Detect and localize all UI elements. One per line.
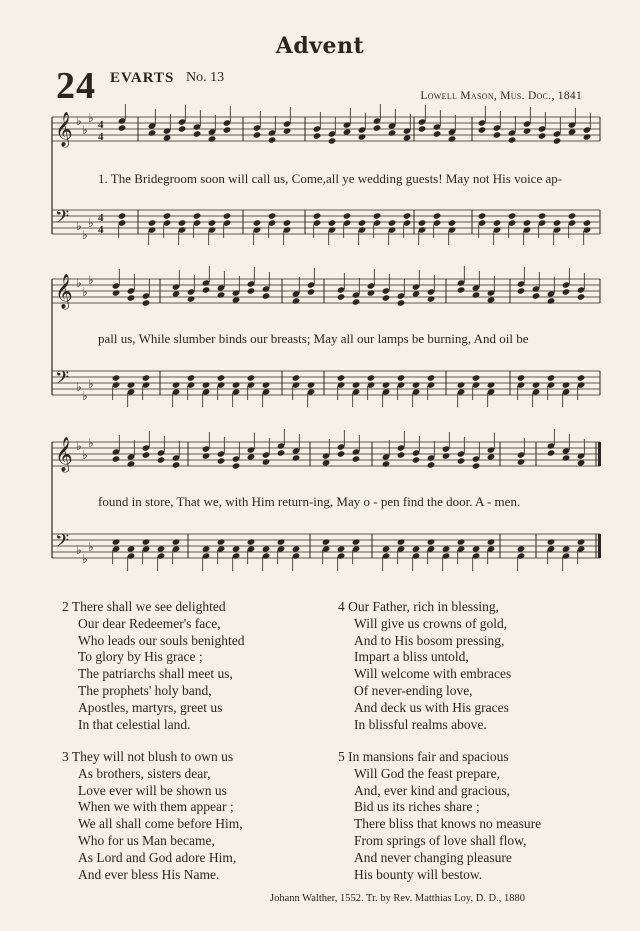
note-head: [187, 374, 196, 381]
stanza-line: As Lord and God adore Him,: [78, 849, 237, 865]
note-head: [217, 538, 226, 545]
note-head: [247, 287, 256, 294]
note-head: [208, 219, 217, 226]
note-head: [283, 219, 292, 226]
stanza-line: Who for us Man became,: [78, 832, 215, 848]
note-head: [217, 457, 226, 464]
note-head: [583, 133, 592, 140]
note-head: [157, 456, 166, 463]
time-signature: 4: [98, 119, 104, 131]
stanza-line: There bliss that knows no measure: [354, 816, 542, 832]
note-head: [517, 287, 526, 294]
key-flat: ♭: [76, 114, 82, 128]
note-head: [202, 286, 211, 293]
note-head: [187, 295, 196, 302]
stanza-line: Our dear Redeemer's face,: [78, 615, 221, 631]
note-head: [253, 219, 262, 226]
note-head: [202, 381, 211, 388]
note-head: [427, 295, 436, 302]
note-head: [457, 381, 466, 388]
key-flat: ♭: [88, 436, 94, 450]
note-head: [337, 374, 346, 381]
note-head: [517, 458, 526, 465]
note-head: [142, 374, 151, 381]
stanza-line: Will give us crowns of gold,: [354, 615, 508, 631]
note-head: [412, 545, 421, 552]
note-head: [427, 538, 436, 545]
stanza-line: The prophets' holy band,: [78, 682, 212, 698]
stanza-line: And to His bosom pressing,: [354, 632, 505, 648]
note-head: [418, 219, 427, 226]
note-head: [307, 288, 316, 295]
note-head: [508, 212, 517, 219]
note-head: [547, 374, 556, 381]
key-flat: ♭: [76, 543, 82, 557]
note-head: [127, 545, 136, 552]
note-head: [232, 381, 241, 388]
note-head: [262, 292, 271, 299]
stanza-number: 5: [338, 749, 345, 764]
key-flat: ♭: [88, 377, 94, 391]
note-head: [538, 212, 547, 219]
stanza-line: Bid us its riches share ;: [354, 799, 480, 815]
note-head: [523, 219, 532, 226]
stanza-line: His bounty will bestow.: [354, 866, 483, 882]
key-flat: ♭: [88, 216, 94, 230]
note-head: [223, 212, 232, 219]
note-head: [148, 219, 157, 226]
note-head: [253, 131, 262, 138]
note-head: [367, 289, 376, 296]
note-head: [322, 459, 331, 466]
note-head: [583, 219, 592, 226]
note-head: [118, 124, 127, 131]
stanza-number: 3: [62, 749, 69, 764]
note-head: [517, 374, 526, 381]
stanza-line: In that celestial land.: [78, 716, 191, 732]
bass-clef: 𝄢: [55, 207, 70, 232]
note-head: [388, 129, 397, 136]
note-head: [397, 538, 406, 545]
note-head: [112, 538, 121, 545]
note-head: [337, 545, 346, 552]
note-head: [142, 538, 151, 545]
note-head: [193, 212, 202, 219]
stanza-line: 2 There shall we see delighted: [62, 599, 226, 614]
stanza-line: We all shall come before Him,: [78, 816, 243, 832]
note-head: [547, 538, 556, 545]
note-head: [388, 219, 397, 226]
note-head: [418, 125, 427, 132]
note-head: [352, 538, 361, 545]
note-head: [202, 545, 211, 552]
note-head: [472, 374, 481, 381]
tune-number: No. 13: [186, 70, 225, 85]
note-head: [478, 212, 487, 219]
note-head: [193, 130, 202, 137]
note-head: [343, 212, 352, 219]
note-head: [448, 219, 457, 226]
note-head: [112, 289, 121, 296]
note-head: [382, 460, 391, 467]
note-head: [577, 538, 586, 545]
note-head: [322, 538, 331, 545]
note-head: [232, 462, 241, 469]
key-flat: ♭: [76, 276, 82, 290]
note-head: [487, 538, 496, 545]
note-head: [532, 292, 541, 299]
note-head: [373, 124, 382, 131]
note-head: [478, 126, 487, 133]
note-head: [208, 135, 217, 142]
stanza-line: The patriarchs shall meet us,: [78, 666, 233, 682]
note-head: [247, 374, 256, 381]
note-head: [487, 296, 496, 303]
note-head: [247, 453, 256, 460]
tune-name: EVARTS: [110, 70, 175, 86]
stanza-line: Impart a bliss untold,: [354, 649, 469, 665]
note-head: [382, 381, 391, 388]
note-head: [142, 451, 151, 458]
stanza-line: 5 In mansions fair and spacious: [338, 749, 509, 764]
note-head: [487, 381, 496, 388]
note-head: [427, 461, 436, 468]
stanza-line: 4 Our Father, rich in blessing,: [338, 599, 500, 614]
note-head: [148, 129, 157, 136]
final-barline: [598, 442, 601, 466]
note-head: [172, 290, 181, 297]
note-head: [373, 212, 382, 219]
note-head: [562, 545, 571, 552]
note-head: [292, 374, 301, 381]
note-head: [163, 212, 172, 219]
note-head: [508, 136, 517, 143]
note-head: [262, 458, 271, 465]
stanza-4: [338, 599, 511, 733]
note-head: [343, 128, 352, 135]
key-flat: ♭: [88, 111, 94, 125]
note-head: [292, 545, 301, 552]
note-head: [127, 460, 136, 467]
stanza-line: Love ever will be shown us: [78, 782, 227, 798]
note-head: [358, 219, 367, 226]
note-head: [472, 291, 481, 298]
key-flat: ♭: [76, 439, 82, 453]
note-head: [268, 212, 277, 219]
note-head: [553, 137, 562, 144]
note-head: [457, 538, 466, 545]
note-head: [202, 452, 211, 459]
note-head: [262, 381, 271, 388]
note-head: [547, 297, 556, 304]
key-flat: ♭: [82, 123, 88, 137]
note-head: [433, 130, 442, 137]
note-head: [277, 449, 286, 456]
note-head: [292, 454, 301, 461]
note-head: [577, 459, 586, 466]
treble-clef: 𝄞: [55, 437, 73, 472]
note-head: [313, 212, 322, 219]
note-head: [403, 134, 412, 141]
note-head: [172, 381, 181, 388]
stanza-line: And, ever kind and gracious,: [354, 782, 510, 798]
note-head: [532, 381, 541, 388]
note-head: [232, 545, 241, 552]
stanza-line: Will God the feast prepare,: [354, 765, 501, 781]
lyric-line-1: 1. The Bridegroom soon will call us, Come,all ye wedding guests! May not His voice ap-: [98, 171, 563, 186]
stanza-number: 4: [338, 599, 345, 614]
stanza-line: Apostles, martyrs, greet us: [78, 699, 223, 715]
bass-clef: 𝄢: [55, 531, 70, 556]
treble-clef: 𝄞: [55, 274, 73, 309]
stanza-line: And deck us with His graces: [354, 699, 509, 715]
note-head: [577, 293, 586, 300]
note-head: [427, 374, 436, 381]
stanza-line: Of never-ending love,: [354, 682, 473, 698]
final-barline: [598, 534, 601, 558]
note-head: [397, 374, 406, 381]
section-title: Advent: [275, 33, 365, 59]
stanza-line: As brothers, sisters dear,: [78, 765, 211, 781]
note-head: [247, 538, 256, 545]
note-head: [442, 545, 451, 552]
stanza-number: 2: [62, 599, 69, 614]
note-head: [352, 455, 361, 462]
treble-clef: 𝄞: [55, 112, 73, 147]
bass-clef: 𝄢: [55, 368, 70, 393]
stanza-line: From springs of love shall flow,: [354, 832, 527, 848]
note-head: [493, 131, 502, 138]
composer-credit: Lowell Mason, Mus. Doc., 1841: [420, 90, 582, 102]
note-head: [283, 127, 292, 134]
note-head: [313, 132, 322, 139]
key-flat: ♭: [82, 389, 88, 403]
attribution: Johann Walther, 1552. Tr. by Rev. Matthias Loy, D. D., 1880: [270, 893, 526, 904]
note-head: [172, 538, 181, 545]
note-head: [553, 219, 562, 226]
note-head: [568, 128, 577, 135]
note-head: [328, 137, 337, 144]
note-head: [232, 296, 241, 303]
note-head: [178, 125, 187, 132]
note-head: [337, 450, 346, 457]
note-head: [448, 135, 457, 142]
key-flat: ♭: [82, 285, 88, 299]
note-head: [487, 453, 496, 460]
note-head: [472, 462, 481, 469]
key-flat: ♭: [76, 219, 82, 233]
note-head: [172, 461, 181, 468]
note-head: [517, 545, 526, 552]
note-head: [352, 381, 361, 388]
stanza-line: To glory by His grace ;: [78, 649, 203, 665]
note-head: [493, 219, 502, 226]
note-head: [412, 290, 421, 297]
stanza-line: And never changing pleasure: [354, 849, 512, 865]
note-head: [127, 294, 136, 301]
note-head: [112, 374, 121, 381]
note-head: [433, 212, 442, 219]
note-head: [118, 212, 127, 219]
stanza-line: When we with them appear ;: [78, 799, 234, 815]
time-signature: 4: [98, 131, 104, 143]
stanza-line: Will welcome with embraces: [354, 666, 512, 682]
time-signature: 4: [98, 212, 104, 224]
note-head: [268, 136, 277, 143]
stanza-3: [62, 749, 243, 883]
hymn-number: 24: [56, 65, 96, 107]
note-head: [178, 219, 187, 226]
note-head: [457, 286, 466, 293]
note-head: [442, 452, 451, 459]
lyric-line-2: pall us, While slumber binds our breasts; May all our lamps be burning, And oil be: [98, 331, 529, 346]
note-head: [457, 457, 466, 464]
note-head: [262, 545, 271, 552]
key-flat: ♭: [82, 448, 88, 462]
note-head: [412, 381, 421, 388]
note-head: [403, 212, 412, 219]
note-head: [367, 374, 376, 381]
stanza-2: [62, 599, 244, 733]
note-head: [562, 454, 571, 461]
note-head: [328, 219, 337, 226]
note-head: [352, 298, 361, 305]
key-flat: ♭: [82, 228, 88, 242]
stanza-5: [338, 749, 541, 883]
note-head: [142, 299, 151, 306]
note-head: [358, 133, 367, 140]
note-head: [337, 293, 346, 300]
note-head: [568, 212, 577, 219]
stanza-line: In blissful realms above.: [354, 716, 487, 732]
note-head: [163, 134, 172, 141]
note-head: [397, 299, 406, 306]
note-head: [412, 456, 421, 463]
note-head: [217, 374, 226, 381]
lyric-line-3: found in store, That we, with Him return-ing, May o - pen find the door. A - men.: [98, 494, 521, 509]
note-head: [538, 132, 547, 139]
note-head: [217, 291, 226, 298]
note-head: [547, 449, 556, 456]
note-head: [397, 451, 406, 458]
note-head: [292, 297, 301, 304]
key-flat: ♭: [88, 273, 94, 287]
key-flat: ♭: [76, 380, 82, 394]
note-head: [307, 381, 316, 388]
note-head: [472, 545, 481, 552]
stanza-line: And ever bless His Name.: [78, 866, 220, 882]
note-head: [562, 381, 571, 388]
note-head: [382, 294, 391, 301]
key-flat: ♭: [82, 552, 88, 566]
note-head: [382, 545, 391, 552]
stanza-line: Who leads our souls benighted: [78, 632, 245, 648]
note-head: [112, 455, 121, 462]
note-head: [577, 374, 586, 381]
time-signature: 4: [98, 224, 104, 236]
note-head: [223, 126, 232, 133]
key-flat: ♭: [88, 540, 94, 554]
note-head: [127, 381, 136, 388]
stanza-line: 3 They will not blush to own us: [62, 749, 234, 764]
note-head: [157, 545, 166, 552]
note-head: [562, 288, 571, 295]
note-head: [523, 127, 532, 134]
note-head: [277, 538, 286, 545]
